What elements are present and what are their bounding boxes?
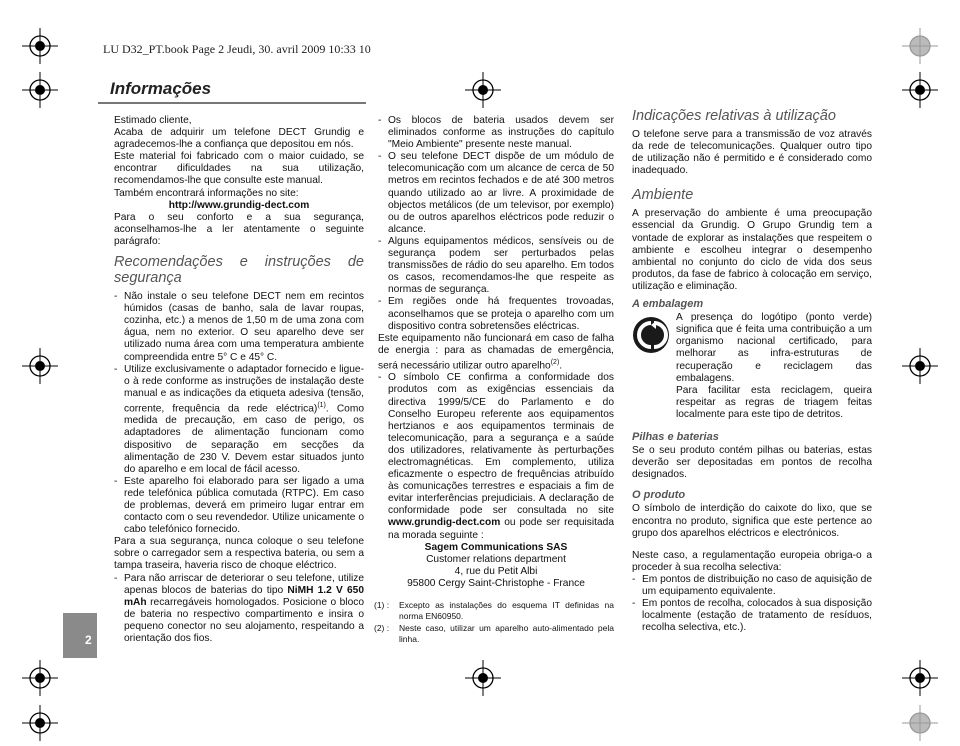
- column-2: [374, 115, 614, 646]
- intro-paragraph: Este material foi fabricado com o maior cuidado, se encontrar dificuldades na sua utilização, recomendamos-lhe que consulte este manual.: [114, 151, 364, 187]
- product-paragraph: O símbolo de interdição do caixote do lixo, que se encontra no produto, significa que este pertence ao grupo dos aparelhos eléctricos e electrónicos.: [632, 503, 872, 539]
- list-item: - Os blocos de bateria usados devem ser eliminados conforme as instruções do capítulo "Meio Ambiente" presente neste manual.: [378, 115, 614, 151]
- registration-mark-icon: [22, 72, 58, 108]
- website-link[interactable]: www.grundig-dect.com: [388, 517, 501, 529]
- column-1: [114, 115, 364, 645]
- registration-mark-icon: [902, 705, 938, 741]
- footnote: (1) : Excepto as instalações do esquema IT definidas na norma EN60950.: [374, 600, 614, 621]
- safety-list-cont: [378, 115, 614, 333]
- list-item: - O seu telefone DECT dispõe de um módulo de telecomunicação com um alcance de cerca de 50 metros em recintos fechados e de até 300 metros quando utilizado ao ar livre. A proximidade de objectos metálicos (de um televisor, por exemplo) ou de outros aparelhos eléctricos pode reduzir o alcance.: [378, 151, 614, 236]
- registration-mark-icon: [465, 72, 501, 108]
- registration-mark-icon: [22, 705, 58, 741]
- page-number: 2: [85, 633, 92, 647]
- registration-mark-icon: [22, 28, 58, 64]
- intro-paragraph: Também encontrará informações no site:: [114, 187, 299, 199]
- running-header: LU D32_PT.book Page 2 Jeudi, 30. avril 2009 10:33 10: [103, 42, 371, 56]
- registration-mark-icon: [465, 660, 501, 696]
- subsection-heading: A embalagem: [632, 298, 704, 311]
- registration-mark-icon: [22, 660, 58, 696]
- green-dot-recycle-icon: [632, 316, 670, 354]
- address-line: 4, rue du Petit Albi: [454, 565, 538, 577]
- section-heading: Indicações relativas à utilização: [632, 108, 836, 124]
- registration-mark-icon: [902, 660, 938, 696]
- battery-list: [114, 573, 364, 646]
- list-item: - Não instale o seu telefone DECT nem em recintos húmidos (casas de banho, sala de lavar roupas, cozinha, etc.) a menos de 1,50 m de uma zona com água, nem no exterior. O seu aparelho deve ser utilizado numa área com uma temperatura ambiente compreendida entre 5° C e 45° C.: [114, 291, 364, 364]
- footnotes: [374, 600, 614, 644]
- list-item: - O símbolo CE confirma a conformidade dos produtos com as exigências essenciais da directiva 1999/5/CE do Parlamento e do Conselho Europeu referente aos equipamentos hertzianos e aos equipamentos terminais de telecomunicação, para a segurança e a saúde dos utilizadores, relativamente às perturbações electromagnéticas. Em complemento, utiliza eficazmente o espectro de frequências atribuído às comunicações terrestres e espaciais a fim de evitar interferências prejudiciais. A declaração de conformidade pode ser consultada no site www.grundig-dect.com ou pode ser requisitada na morada seguinte :: [378, 372, 614, 541]
- subsection-heading: Pilhas e baterias: [632, 430, 719, 443]
- footnote: (2) : Neste caso, utilizar um aparelho auto-alimentado pela linha.: [374, 623, 614, 644]
- list-item: - Em pontos de recolha, colocados à sua disposição localmente (estação de tratamento de resíduos, recolha selectiva, etc.).: [632, 598, 872, 634]
- title-divider: [98, 102, 366, 104]
- subsection-heading: O produto: [632, 489, 686, 502]
- registration-mark-icon: [902, 72, 938, 108]
- registration-mark-icon: [22, 348, 58, 384]
- intro-paragraph: Acaba de adquirir um telefone DECT Grundig e agradecemos-lhe a confiança que depositou em nós.: [114, 127, 364, 151]
- safety-paragraph: Para a sua segurança, nunca coloque o seu telefone sobre o carregador sem a respectiva bateria, ou sem a tampa traseira, haveria risco de choque eléctrico.: [114, 536, 364, 572]
- list-item: - Este aparelho foi elaborado para ser ligado a uma rede telefónica pública comutada (RTPC). Em caso de problemas, deverá em primeiro lugar entrar em contacto com o seu revendedor. Utilize unicamente o cabo telefónico fornecido.: [114, 476, 364, 536]
- registration-mark-icon: [902, 348, 938, 384]
- list-item: - Alguns equipamentos médicos, sensíveis ou de segurança podem ser perturbados pelas transmissões de rádio do seu aparelho. Em todos os casos, recomendamos-lhe que respeite as normas de segurança.: [378, 236, 614, 296]
- emergency-paragraph: Este equipamento não funcionará em caso de falha de energia : para as chamadas de emergência, será necessário utilizar outro aparelho$^{(2)}$.: [378, 332, 614, 372]
- section-heading: Ambiente: [632, 187, 694, 204]
- intro-paragraph: Para o seu conforto e a sua segurança, aconselhamos-lhe a ler atentamente o seguinte parágrafo:: [114, 211, 364, 247]
- batteries-paragraph: Se o seu produto contém pilhas ou baterias, estas deverão ser depositadas em pontos de recolha designados.: [632, 445, 872, 481]
- section-heading: Recomendações e instruções de segurança: [114, 254, 364, 287]
- list-item: - Em regiões onde há frequentes trovoadas, aconselhamos que se proteja o aparelho com um dispositivo contra sobretensões eléctricas.: [378, 296, 614, 332]
- safety-list: [114, 291, 364, 536]
- ce-list: [378, 372, 614, 541]
- page-title: Informações: [110, 79, 212, 98]
- address-line: 95800 Cergy Saint-Christophe - France: [407, 577, 585, 589]
- collection-list: [632, 574, 872, 634]
- packaging-paragraph: A presença do logótipo (ponto verde) significa que é feita uma contribuição a um organismo nacional certificado, para melhorar as infra-estruturas de recuperação e reciclagem das embalagens.: [676, 312, 872, 384]
- registration-mark-icon: [902, 28, 938, 64]
- website-link[interactable]: http://www.grundig-dect.com: [168, 199, 310, 211]
- list-item: - Para não arriscar de deteriorar o seu telefone, utilize apenas blocos de baterias do tipo NiMH 1.2 V 650 mAh recarregáveis homologados. Posicione o bloco de bateria no respectivo compartimento e insira o pequeno conector no seu alojamento, respeitando a orientação dos fios.: [114, 573, 364, 646]
- list-item: - Em pontos de distribuição no caso de aquisição de um equipamento equivalente.: [632, 574, 872, 598]
- address-line: Customer relations department: [426, 553, 566, 565]
- product-paragraph: Neste caso, a regulamentação europeia obriga-o a proceder à sua recolha selectiva:: [632, 549, 872, 573]
- greeting: Estimado cliente,: [114, 115, 192, 126]
- usage-paragraph: O telefone serve para a transmissão de voz através da rede de telecomunicações. Qualquer outro tipo de utilização não é permitido e é considerado como inadequado.: [632, 129, 872, 177]
- address-company: Sagem Communications SAS: [424, 541, 568, 553]
- packaging-paragraph: Para facilitar esta reciclagem, queira respeitar as regras de triagem feitas localmente para este tipo de detritos.: [676, 384, 872, 420]
- environment-paragraph: A preservação do ambiente é uma preocupação essencial da Grundig. O Grupo Grundig tem a vontade de explorar as instalações que respeitem o ambiente e escolheu integrar o desempenho ambiental no conjunto do ciclo de vida dos seus produtos, da fase de fabrico à colocação em serviço, utilização e eliminação.: [632, 208, 872, 292]
- column-3: [632, 108, 872, 634]
- list-item: - Utilize exclusivamente o adaptador fornecido e ligue-o à rede conforme as instruções de instalação deste manual e as indicações da etiqueta adesiva (tensão, corrente, frequência da rede eléctrica)$^{(1)}$. Como medida de precaução, em caso de perigo, os adaptadores de alimentação funcionam como dispositivo de separação em secções da alimentação de 230 V. Devem estar situados junto do aparelho e em local de fácil acesso.: [114, 364, 364, 476]
